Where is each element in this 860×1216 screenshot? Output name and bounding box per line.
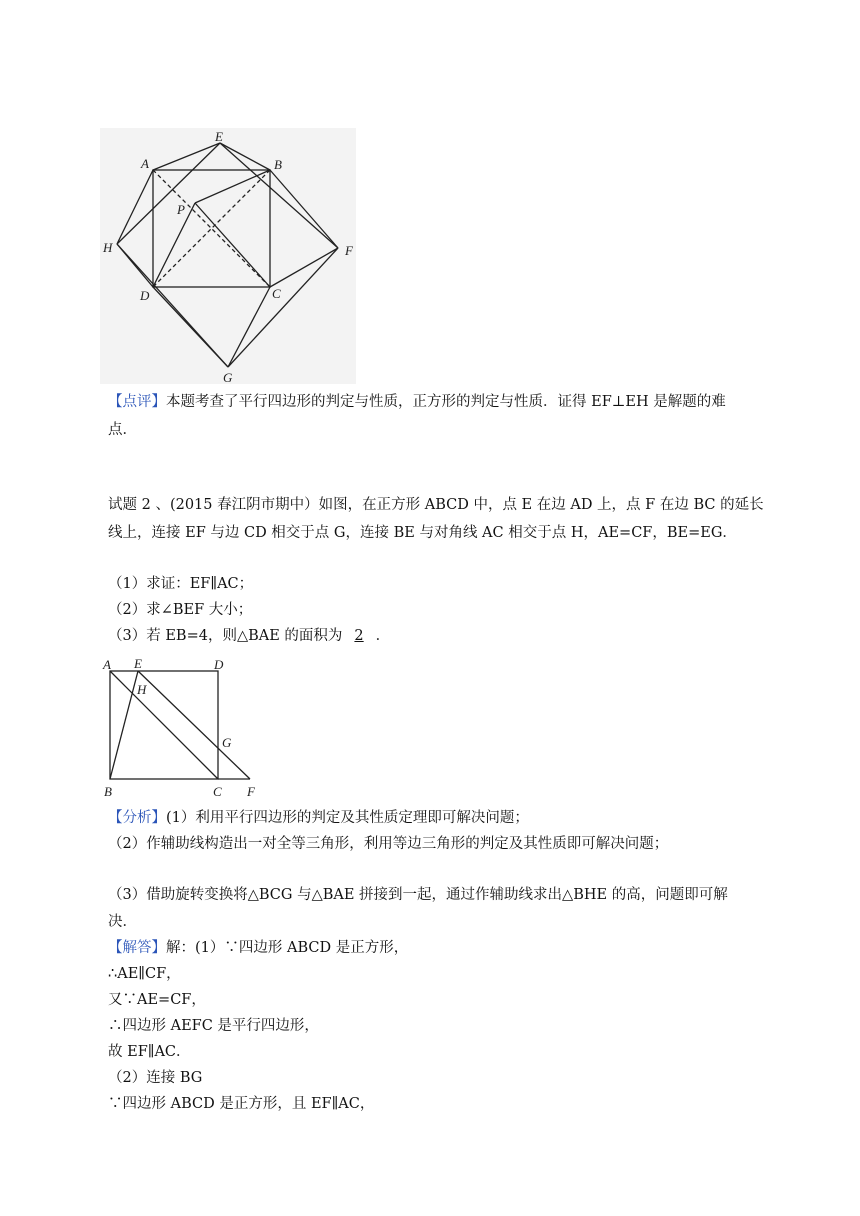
question-3-answer: 2 <box>354 628 364 644</box>
question-3-prefix: （3）若 EB=4，则△BAE 的面积为 <box>108 628 343 644</box>
solution-line-6: （2）连接 BG <box>108 1070 203 1086</box>
question-2: （2）求∠BEF 大小； <box>108 602 253 618</box>
question-1: （1）求证：EF∥AC； <box>108 576 254 592</box>
label-e: E <box>215 129 223 144</box>
label-d: D <box>214 657 224 672</box>
analysis-line-2: （2）作辅助线构造出一对全等三角形，利用等边三角形的判定及其性质即可解决问题； <box>108 836 669 852</box>
figure-2-geometry <box>100 654 266 800</box>
analysis-line-1 <box>108 808 529 828</box>
label-g: G <box>222 735 232 750</box>
label-a: A <box>141 156 149 171</box>
label-f: F <box>247 784 255 799</box>
label-p: P <box>177 202 185 217</box>
comment-line-2: 点． <box>108 422 137 438</box>
comment-text-1: 本题考查了平行四边形的判定与性质，正方形的判定与性质．证得 EF⊥EH 是解题的难 <box>166 394 726 410</box>
diagonal-ac <box>110 671 218 779</box>
comment-tag: 【点评】 <box>108 394 166 410</box>
segment-ef <box>138 671 250 779</box>
solution-text-1: 解：(1）∵四边形 ABCD 是正方形， <box>166 940 409 956</box>
label-b: B <box>274 157 282 172</box>
analysis-text-1: (1）利用平行四边形的判定及其性质定理即可解决问题； <box>166 810 529 826</box>
comment-line-1 <box>108 392 726 412</box>
solution-tag: 【解答】 <box>108 940 166 956</box>
label-b: B <box>104 784 112 799</box>
solution-line-5: 故 EF∥AC． <box>108 1044 191 1060</box>
solution-line-4: ∴四边形 AEFC 是平行四边形， <box>108 1018 319 1034</box>
label-f: F <box>345 243 353 258</box>
segment-be <box>110 671 138 779</box>
label-c: C <box>272 286 281 301</box>
solution-line-1 <box>108 938 408 958</box>
label-d: D <box>140 288 150 303</box>
label-e: E <box>134 656 142 671</box>
problem-line-1: 试题 2 、(2015 春江阴市期中）如图，在正方形 ABCD 中，点 E 在边 AD 上，点 F 在边 BC 的延长 <box>108 497 764 513</box>
label-c: C <box>213 784 222 799</box>
solution-line-3: 又∵AE=CF， <box>108 992 206 1008</box>
analysis-line-3: （3）借助旋转变换将△BCG 与△BAE 拼接到一起，通过作辅助线求出△BHE 的高，问题即可解 <box>108 887 728 903</box>
question-3 <box>108 626 390 646</box>
solution-line-2: ∴AE∥CF， <box>108 966 181 982</box>
label-h: H <box>103 240 113 255</box>
label-g: G <box>223 370 233 385</box>
solution-line-7: ∵四边形 ABCD 是正方形，且 EF∥AC， <box>108 1096 375 1112</box>
question-3-suffix: ． <box>375 628 391 644</box>
label-a: A <box>103 657 111 672</box>
analysis-line-4: 决． <box>108 914 137 930</box>
problem-line-2: 线上，连接 EF 与边 CD 相交于点 G，连接 BE 与对角线 AC 相交于点 H，AE=CF，BE=EG． <box>108 525 737 541</box>
label-h: H <box>137 682 147 697</box>
analysis-tag: 【分析】 <box>108 810 166 826</box>
figure-1-geometry <box>100 128 365 386</box>
